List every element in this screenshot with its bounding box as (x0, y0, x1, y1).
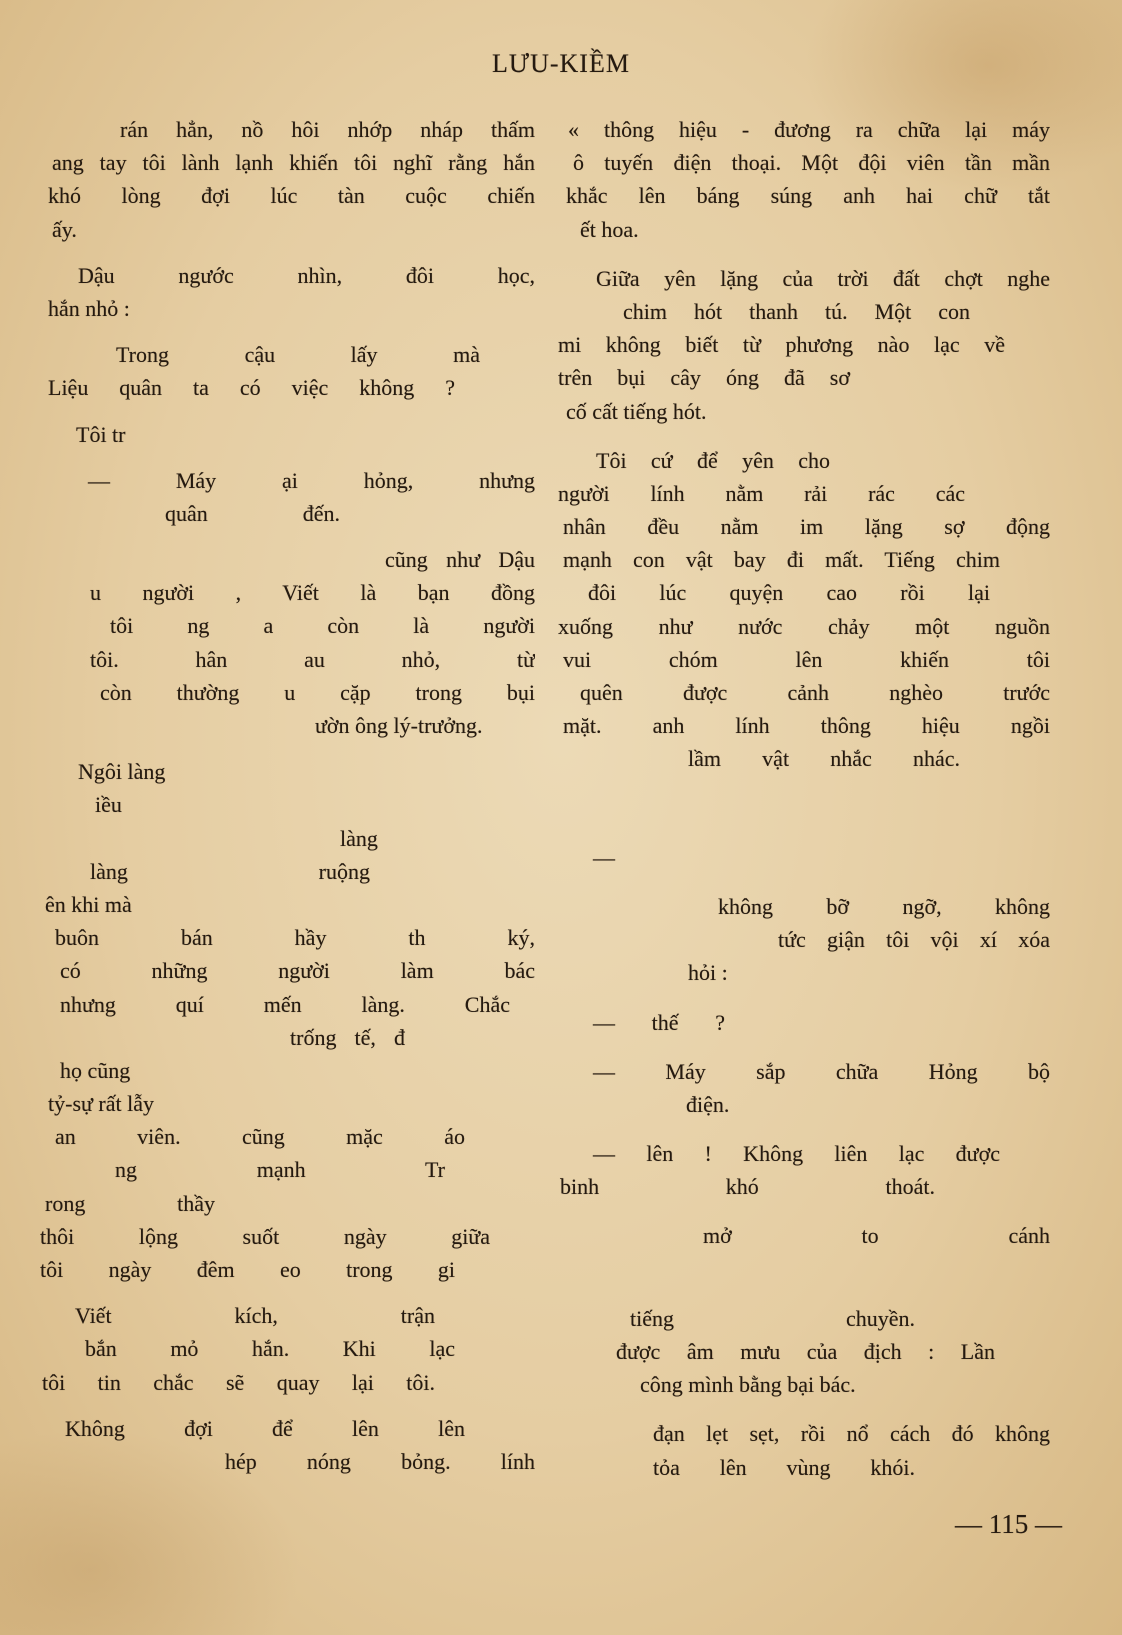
faded-line (558, 792, 1050, 825)
text-line: ang tay tôi lành lạnh khiến tôi nghĩ rằng hắn (52, 150, 535, 176)
right-column (558, 113, 1050, 1484)
text-line: tiếng chuyền. (630, 1305, 915, 1331)
text-line: Viết kích, trận (75, 1303, 435, 1329)
text-line: cũng như Dậu (385, 547, 535, 573)
text-line: đôi lúc quyện cao rồi lại (588, 580, 990, 606)
text-line: buôn bán hầy th ký, (55, 925, 535, 951)
text-line: tức giận tôi vội xí xóa (778, 927, 1050, 953)
text-line: bắn mỏ hắn. Khi lạc (85, 1336, 455, 1362)
text-line: thôi lộng suốt ngày giữa (40, 1223, 490, 1249)
paragraph (558, 1006, 1050, 1039)
text-line: trống tế, đ (290, 1024, 405, 1050)
text-line: ấy. (52, 216, 77, 242)
text-line: ết hoa. (580, 216, 639, 242)
paragraph (40, 113, 535, 246)
text-line: hắn nhỏ : (48, 295, 130, 321)
left-column (40, 113, 535, 1478)
text-line: Dậu ngước nhìn, đôi học, (78, 262, 535, 288)
text-line: xuống như nước chảy một nguồn (558, 613, 1050, 639)
text-line: chim hót thanh tú. Một con (623, 298, 970, 324)
paragraph (40, 543, 535, 742)
text-line: Tôi tr (76, 421, 126, 447)
text-line: tôi ngày đêm eo trong gi (40, 1257, 455, 1282)
text-line: mi không biết từ phương nào lạc về (558, 332, 1005, 358)
text-line: an viên. cũng mặc áo (55, 1124, 465, 1150)
text-line: nhưng quí mến làng. Chắc (60, 991, 510, 1017)
paragraph (40, 1299, 535, 1399)
text-line: hỏi : (688, 960, 728, 986)
paragraph (40, 338, 535, 404)
paragraph (558, 1417, 1050, 1483)
text-line: làng (340, 825, 378, 851)
text-line: đạn lẹt sẹt, rồi nổ cách đó không (653, 1421, 1050, 1447)
text-line: tôi. hân au nhỏ, từ (90, 646, 535, 672)
faded-line (558, 1253, 1050, 1286)
text-line: cố cất tiếng hót. (566, 398, 707, 424)
text-line: iều (95, 792, 122, 818)
paragraph (558, 1055, 1050, 1121)
text-line: tỏa lên vùng khói. (653, 1454, 915, 1480)
text-line: ô tuyến điện thoại. Một đội viên tần mần (573, 150, 1050, 176)
text-line: tôi tin chắc sẽ quay lại tôi. (42, 1369, 435, 1395)
text-line: người lính nằm rải rác các (558, 480, 965, 506)
text-line: Giữa yên lặng của trời đất chợt nghe (596, 265, 1050, 291)
paragraph (40, 755, 535, 1286)
text-line: tỷ-sự rất lẫy (48, 1091, 155, 1117)
text-line: hép nóng bỏng. lính (225, 1448, 535, 1474)
paragraph (558, 113, 1050, 246)
text-line: ườn ông lý-trưởng. (315, 713, 483, 738)
running-header: LƯU-KIỀM (492, 49, 630, 78)
text-line: mạnh con vật bay đi mất. Tiếng chim (563, 547, 1000, 573)
text-line: điện. (686, 1091, 730, 1117)
text-line: — (593, 844, 615, 870)
text-line: « thông hiệu - đương ra chữa lại máy (568, 117, 1050, 142)
text-line: Ngôi làng (78, 759, 166, 785)
text-line: rán hẳn, nồ hôi nhớp nháp thấm (120, 117, 535, 142)
text-line: Liệu quân ta có việc không ? (48, 375, 455, 401)
paragraph (558, 262, 1050, 428)
text-line: rong thầy (45, 1190, 215, 1216)
paragraph (558, 1137, 1050, 1203)
text-line: còn thường u cặp trong bụi (100, 679, 535, 705)
text-line: nhân đều nằm im lặng sợ động (563, 514, 1050, 540)
text-line: Trong cậu lấy mà (116, 342, 480, 368)
text-line: mở to cánh (703, 1223, 1050, 1249)
paragraph (40, 464, 535, 530)
text-line: quân đến. (165, 500, 340, 526)
text-line: — Máy ại hỏng, nhưng (88, 467, 535, 493)
text-line: được âm mưu của địch : Lần (616, 1339, 995, 1364)
text-line: có những người làm bác (60, 958, 535, 984)
text-line: ng mạnh Tr (115, 1157, 445, 1183)
text-line: khó lòng đợi lúc tàn cuộc chiến (48, 183, 535, 209)
text-line: lầm vật nhắc nhác. (688, 746, 960, 772)
text-line: — thế ? (593, 1009, 725, 1035)
text-line: làng ruộng (90, 858, 370, 884)
text-line: công mình bằng bại bác. (640, 1372, 856, 1398)
text-line: trên bụi cây óng đã sơ (558, 365, 850, 391)
page-number: — 115 — (955, 1509, 1062, 1539)
paragraph (40, 259, 535, 325)
text-line: Tôi cứ để yên cho (596, 447, 830, 473)
text-line: quên được cảnh nghèo trước (580, 680, 1050, 705)
text-line: tôi ng a còn là người (110, 613, 535, 639)
text-line: không bỡ ngỡ, không (718, 893, 1050, 919)
paragraph (558, 1219, 1050, 1285)
text-line: — Máy sắp chữa Hỏng bộ (593, 1058, 1050, 1084)
text-line: u người , Viết là bạn đồng (90, 580, 535, 606)
text-line: Không đợi để lên lên (65, 1415, 465, 1441)
paragraph (558, 444, 1050, 776)
paragraph (40, 1412, 535, 1478)
text-line: ên khi mà (45, 891, 132, 917)
paragraph (558, 841, 1050, 874)
paragraph (558, 890, 1050, 990)
faded-paragraph (558, 792, 1050, 825)
text-line: họ cũng (60, 1057, 131, 1083)
text-line: binh khó thoát. (560, 1174, 935, 1200)
text-line: — lên ! Không liên lạc được (593, 1141, 1000, 1167)
text-line: vui chóm lên khiến tôi (563, 646, 1050, 672)
paragraph (40, 418, 535, 451)
text-line: mặt. anh lính thông hiệu ngồi (563, 713, 1050, 739)
text-line: khắc lên báng súng anh hai chữ tắt (566, 183, 1050, 209)
paragraph (558, 1302, 1050, 1402)
